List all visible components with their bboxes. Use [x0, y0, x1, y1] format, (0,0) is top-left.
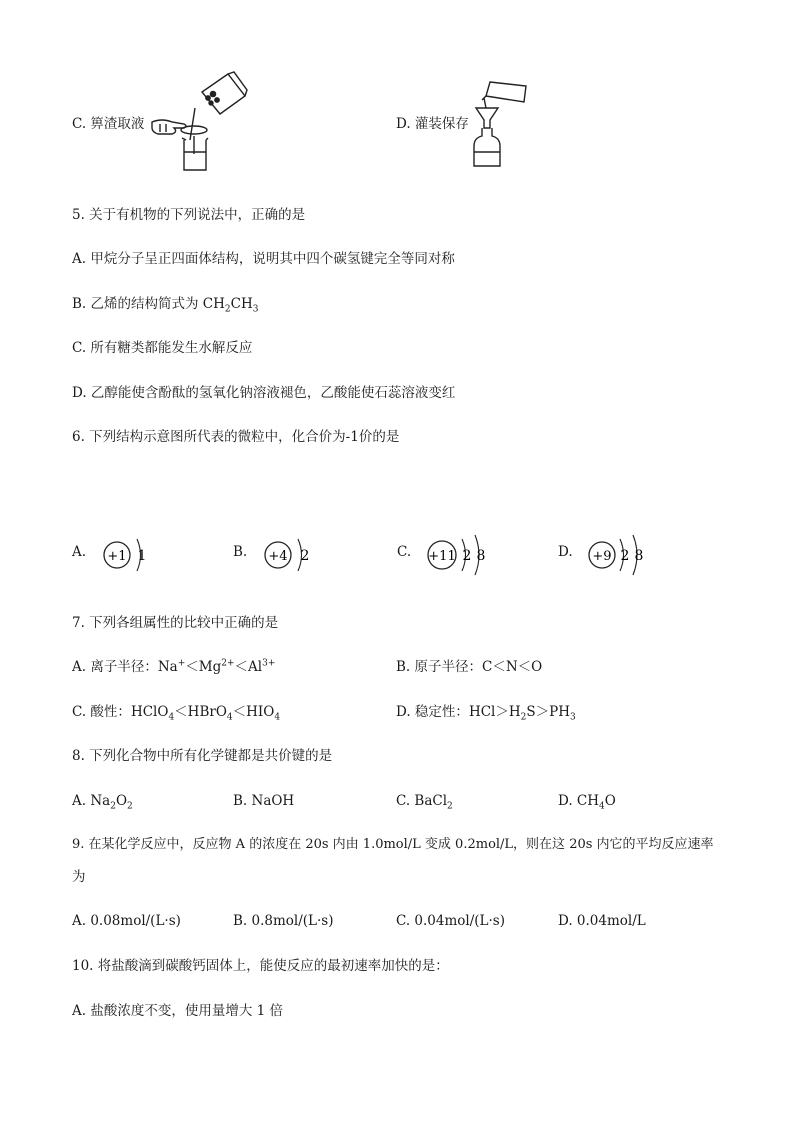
q7-stem: 7. 下列各组属性的比较中正确的是	[72, 615, 279, 631]
subscript: 3	[569, 712, 576, 723]
nucleus-charge: +1	[107, 549, 127, 564]
q7-option-c-label: C. 酸性：	[72, 704, 131, 720]
q5-stem: 5. 关于有机物的下列说法中，正确的是	[72, 207, 306, 223]
ion-charge: 2+	[221, 658, 235, 669]
q6-option-a-letter: A.	[72, 544, 87, 560]
less-than-sign: ＜	[185, 659, 199, 675]
formula-part: C. BaCl	[396, 793, 448, 809]
atom-structure-diagram	[586, 533, 656, 577]
less-than-sign: ＜	[232, 704, 247, 720]
q6-option-b-letter: B.	[233, 544, 248, 560]
q5-option-c: C. 所有糖类都能发生水解反应	[72, 340, 253, 356]
acid: HClO	[130, 704, 169, 720]
ion: Mg	[198, 659, 222, 675]
q10-option-a: A. 盐酸浓度不变，使用量增大 1 倍	[72, 1003, 284, 1019]
q7-option-a-label: A. 离子半径：	[72, 659, 158, 675]
q9-stem-line1: 9. 在某化学反应中，反应物 A 的浓度在 20s 内由 1.0mol/L 变成 0.2mol/L，则在这 20s 内它的平均反应速率	[72, 837, 714, 852]
compound: S	[526, 704, 536, 720]
subscript: 4	[599, 801, 605, 812]
q9-option-c: C. 0.04mol/(L·s)	[396, 913, 506, 929]
atom-structure-diagram	[425, 533, 495, 577]
q5-option-d: D. 乙醇能使含酚酞的氢氧化钠溶液褪色，乙酸能使石蕊溶液变红	[72, 385, 456, 401]
subscript: 2	[520, 712, 527, 723]
q9-option-a: A. 0.08mol/(L·s)	[72, 913, 181, 929]
less-than-sign: ＜	[234, 659, 249, 675]
q7-option-a	[72, 658, 275, 676]
shell-electrons: 2	[462, 548, 472, 564]
q5-formula-part: CH	[202, 296, 225, 312]
ion: Na	[157, 659, 178, 675]
nucleus-charge: +4	[268, 549, 288, 564]
q4-option-d: D. 灌装保存	[396, 116, 469, 132]
q6-option-c-letter: C.	[397, 544, 412, 560]
q8-option-d	[558, 792, 616, 810]
bottling-apparatus-figure	[468, 76, 538, 171]
q8-option-a	[72, 792, 133, 810]
q5-option-b-text: B. 乙烯的结构简式为	[72, 296, 203, 312]
q8-stem: 8. 下列化合物中所有化学键都是共价键的是	[72, 748, 333, 764]
q9-option-d: D. 0.04mol/L	[558, 913, 646, 929]
shell-electrons: 8	[476, 548, 486, 564]
q8-option-c	[396, 792, 453, 810]
less-than-sign: ＜	[174, 704, 188, 720]
subscript: 4	[168, 712, 175, 723]
q10-stem: 10. 将盐酸滴到碳酸钙固体上，能使反应的最初速率加快的是：	[72, 958, 449, 974]
greater-than-sign: ＞	[535, 704, 550, 720]
q5-formula-sub: 2	[224, 304, 231, 315]
compound: HCl	[468, 704, 496, 720]
q5-option-b	[72, 295, 258, 313]
ion-charge: +	[177, 658, 186, 669]
subscript: 4	[226, 712, 233, 723]
q5-formula-sub: 3	[252, 304, 259, 315]
formula-part: D. CH	[558, 793, 600, 809]
formula-part: A. Na	[72, 793, 111, 809]
acid: HBrO	[187, 704, 227, 720]
compound: H	[508, 704, 521, 720]
formula-part: O	[115, 793, 128, 809]
shell-electrons: 1	[137, 548, 147, 564]
ion: Al	[248, 659, 263, 675]
subscript: 2	[110, 801, 116, 812]
shell-electrons: 2	[300, 548, 310, 564]
nucleus-charge: +9	[592, 549, 612, 564]
ion-charge: 3+	[262, 658, 276, 669]
subscript: 2	[127, 801, 133, 812]
filtering-apparatus-figure	[150, 70, 250, 175]
q9-option-b: B. 0.8mol/(L·s)	[233, 913, 334, 929]
shell-electrons: 8	[634, 548, 644, 564]
nucleus-charge: +11	[428, 549, 456, 564]
q7-option-d-label: D. 稳定性：	[396, 704, 469, 720]
q6-stem: 6. 下列结构示意图所代表的微粒中，化合价为-1价的是	[72, 429, 400, 445]
q6-option-d-letter: D.	[558, 544, 573, 560]
q9-stem-line2: 为	[72, 869, 86, 885]
subscript: 2	[447, 801, 453, 812]
q8-option-b: B. NaOH	[233, 793, 295, 809]
atom-structure-diagram	[263, 535, 323, 575]
greater-than-sign: ＞	[495, 704, 509, 720]
compound: PH	[549, 704, 570, 720]
q7-option-c	[72, 703, 280, 721]
q7-option-d	[396, 703, 576, 721]
shell-electrons: 2	[620, 548, 630, 564]
acid: HIO	[246, 704, 275, 720]
subscript: 4	[274, 712, 281, 723]
q5-formula-part: CH	[230, 296, 253, 312]
q5-option-a: A. 甲烷分子呈正四面体结构，说明其中四个碳氢键完全等同对称	[72, 251, 455, 267]
atom-structure-diagram	[102, 535, 162, 575]
q7-option-b: B. 原子半径：C＜N＜O	[396, 659, 543, 675]
q4-option-c: C. 箅渣取液	[72, 116, 145, 132]
formula-part: O	[604, 793, 616, 809]
